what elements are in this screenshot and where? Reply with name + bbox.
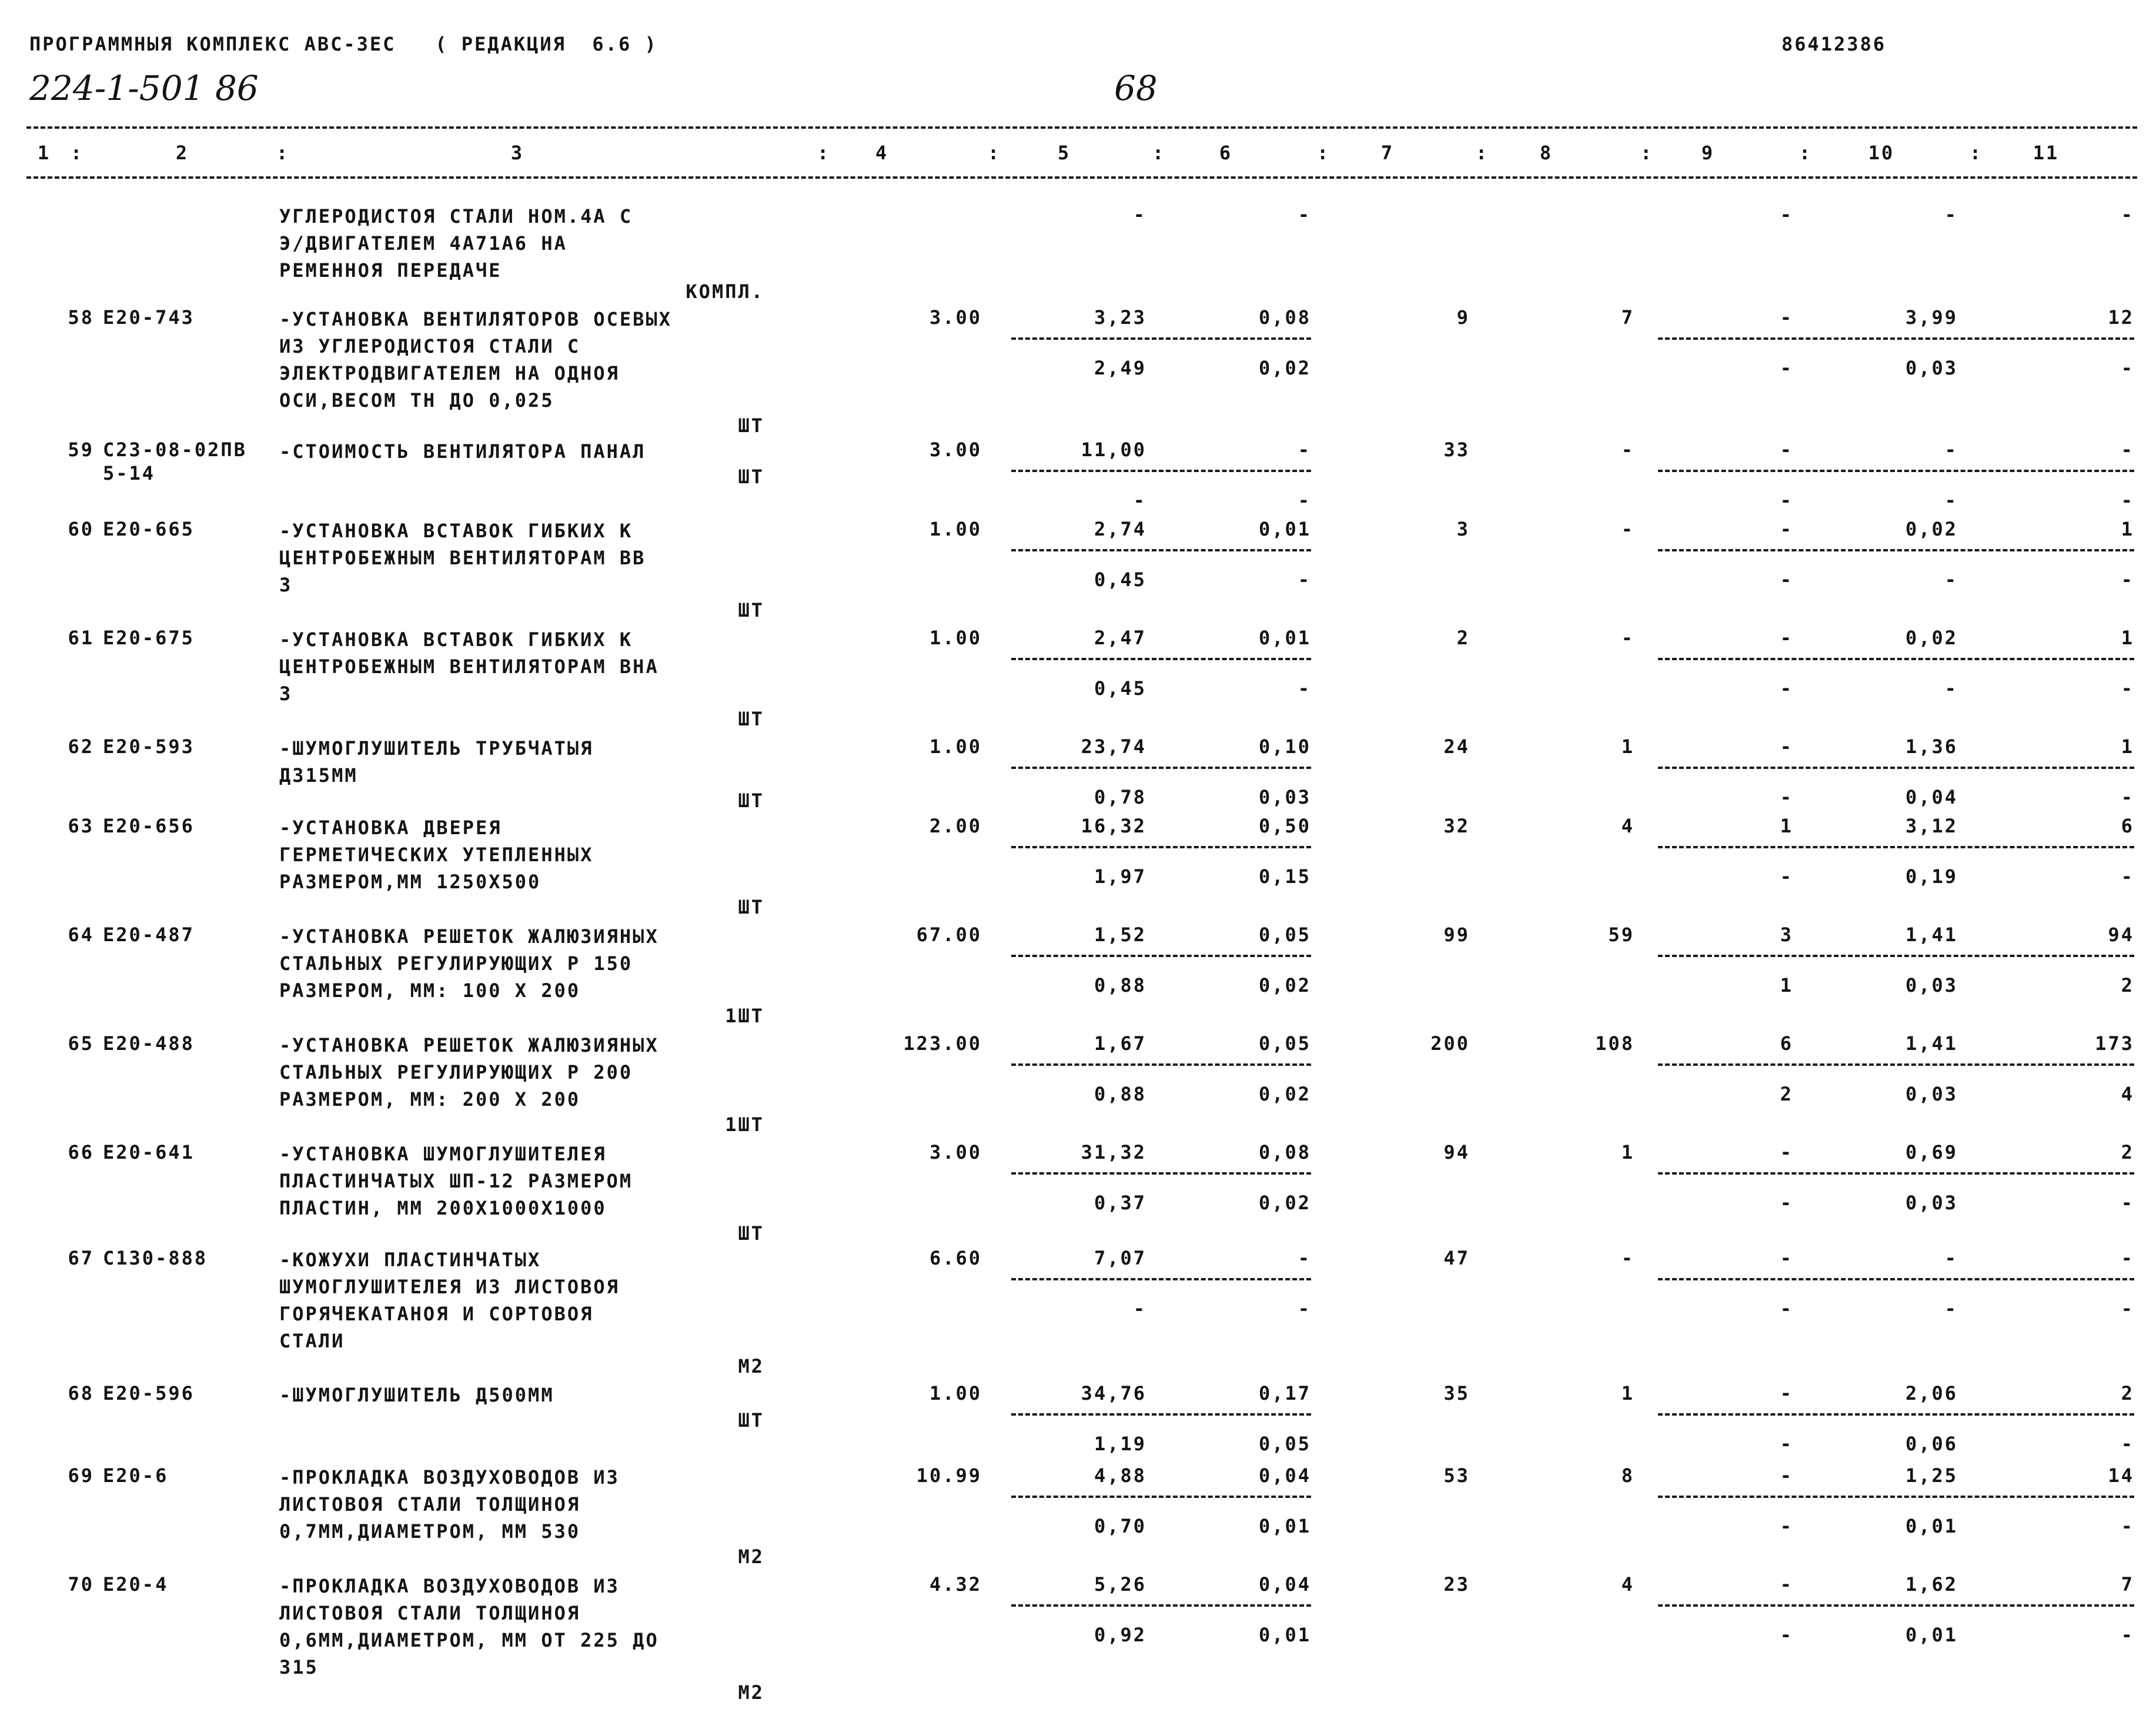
- cost-cell: -: [1298, 1297, 1311, 1320]
- column-separator: :: [817, 142, 831, 164]
- total-cell: 3: [1456, 518, 1470, 540]
- quantity-cell: 6.60: [929, 1247, 982, 1269]
- quantity-cell: 123.00: [903, 1032, 982, 1055]
- cost-cell: 5,26: [1094, 1573, 1146, 1595]
- total-cell: -: [1780, 1297, 1793, 1320]
- quantity-cell: 3.00: [929, 439, 982, 461]
- total-cell: 2: [1780, 1083, 1793, 1105]
- resource-code: Е20-6: [103, 1464, 169, 1487]
- quantity-cell: 1.00: [929, 627, 982, 649]
- labor-cell: 0,69: [1905, 1141, 1958, 1163]
- labor-total-cell: 2: [2121, 974, 2134, 996]
- column-separator: :: [1640, 142, 1654, 164]
- total-cell: 8: [1621, 1464, 1634, 1487]
- sub-rule: [1658, 1496, 2134, 1498]
- cost-cell: 0,03: [1258, 786, 1311, 808]
- column-separator: :: [1476, 142, 1489, 164]
- cost-cell: 2,74: [1094, 518, 1146, 540]
- total-cell: 94: [1443, 1141, 1470, 1163]
- sub-rule: [1011, 1496, 1311, 1498]
- cost-cell: 0,78: [1094, 786, 1146, 808]
- cost-cell: -: [1298, 1247, 1311, 1269]
- labor-total-cell: -: [2121, 865, 2134, 888]
- labor-cell: -: [1944, 489, 1958, 511]
- cost-cell: -: [1298, 489, 1311, 511]
- work-description: -СТОИМОСТЬ ВЕНТИЛЯТОРА ПАНАЛ: [279, 440, 646, 463]
- work-description: -КОЖУХИ ПЛАСТИНЧАТЫХ ШУМОГЛУШИТЕЛЕЯ ИЗ ЛИСТОВОЯ ГОРЯЧЕКАТАНОЯ И СОРТОВОЯ СТАЛИ: [279, 1249, 620, 1352]
- total-cell: -: [1780, 627, 1793, 649]
- labor-cell: -: [1944, 568, 1958, 591]
- labor-total-cell: 4: [2121, 1083, 2134, 1105]
- unit-label: М2: [738, 1681, 764, 1704]
- unit-label: ШТ: [738, 1409, 764, 1431]
- labor-cell: 3,99: [1905, 306, 1958, 329]
- handwritten-reference: 224-1-501 86: [29, 68, 259, 108]
- total-cell: -: [1621, 1247, 1634, 1269]
- column-separator: :: [1799, 142, 1813, 164]
- quantity-cell: 3.00: [929, 306, 982, 329]
- cost-cell: 0,70: [1094, 1515, 1146, 1537]
- row-number: 59: [68, 439, 94, 461]
- column-header-7: 7: [1380, 142, 1395, 164]
- column-separator: :: [71, 142, 84, 164]
- resource-code: Е20-4: [103, 1573, 169, 1595]
- work-description: -ПРОКЛАДКА ВОЗДУХОВОДОВ ИЗ ЛИСТОВОЯ СТАЛИ ТОЛЩИНОЯ 0,7ММ,ДИАМЕТРОМ, ММ 530: [279, 1466, 620, 1543]
- quantity-cell: 67.00: [916, 924, 982, 946]
- total-cell: 1: [1780, 815, 1793, 837]
- work-description: -УСТАНОВКА РЕШЕТОК ЖАЛЮЗИЯНЫХ СТАЛЬНЫХ РЕГУЛИРУЮЩИХ Р 200 РАЗМЕРОМ, ММ: 200 Х 200: [279, 1034, 659, 1110]
- total-cell: -: [1780, 306, 1793, 329]
- total-cell: -: [1780, 357, 1793, 379]
- sub-rule: [1658, 337, 2134, 340]
- cost-cell: 34,76: [1081, 1382, 1146, 1404]
- cost-cell: 31,32: [1081, 1141, 1146, 1163]
- resource-code: Е20-641: [103, 1141, 195, 1163]
- row-number: 69: [68, 1464, 94, 1487]
- cost-cell: 0,88: [1094, 1083, 1146, 1105]
- labor-cell: 0,01: [1905, 1515, 1958, 1537]
- quantity-cell: 3.00: [929, 1141, 982, 1163]
- sub-rule: [1011, 767, 1311, 769]
- sub-rule: [1011, 658, 1311, 660]
- total-cell: 99: [1443, 924, 1470, 946]
- labor-cell: 0,19: [1905, 865, 1958, 888]
- row-number: 64: [68, 924, 94, 946]
- labor-cell: -: [1944, 1297, 1958, 1320]
- total-cell: -: [1780, 1515, 1793, 1537]
- labor-cell: 0,02: [1905, 627, 1958, 649]
- cost-cell: 0,02: [1258, 1192, 1311, 1214]
- total-cell: -: [1780, 786, 1793, 808]
- cost-cell: 0,08: [1258, 1141, 1311, 1163]
- sub-rule: [1011, 846, 1311, 848]
- sub-rule: [1658, 1063, 2134, 1066]
- cost-cell: 1,19: [1094, 1433, 1146, 1455]
- row-number: 62: [68, 735, 94, 758]
- cost-cell: 0,04: [1258, 1464, 1311, 1487]
- cost-cell: 7,07: [1094, 1247, 1146, 1269]
- cost-cell: 1,67: [1094, 1032, 1146, 1055]
- column-header-4: 4: [875, 142, 889, 164]
- total-cell: 6: [1780, 1032, 1793, 1055]
- labor-total-cell: -: [2121, 1297, 2134, 1320]
- cost-cell: 0,05: [1258, 1032, 1311, 1055]
- labor-cell: 0,03: [1905, 1192, 1958, 1214]
- sub-rule: [1658, 767, 2134, 769]
- total-cell: 33: [1443, 439, 1470, 461]
- sub-rule: [1011, 337, 1311, 340]
- row-number: 61: [68, 627, 94, 649]
- labor-total-cell: 12: [2108, 306, 2134, 329]
- work-description: -УСТАНОВКА ДВЕРЕЯ ГЕРМЕТИЧЕСКИХ УТЕПЛЕННЫХ РАЗМЕРОМ,ММ 1250Х500: [279, 817, 594, 893]
- unit-label: ШТ: [738, 599, 764, 621]
- cost-cell: 0,10: [1258, 735, 1311, 758]
- cost-cell: 0,02: [1258, 1083, 1311, 1105]
- header-rule-bottom: [26, 176, 2137, 179]
- total-cell: 35: [1443, 1382, 1470, 1404]
- quantity-cell: 1.00: [929, 735, 982, 758]
- total-cell: -: [1621, 439, 1634, 461]
- program-header: ПРОГРАММНЫЯ КОМПЛЕКС АВС-ЗЕС ( РЕДАКЦИЯ 6.6 ): [29, 33, 658, 55]
- column-separator: :: [1970, 142, 1983, 164]
- labor-total-cell: 173: [2095, 1032, 2134, 1055]
- column-separator: :: [988, 142, 1001, 164]
- total-cell: 4: [1621, 1573, 1634, 1595]
- labor-cell: 0,02: [1905, 518, 1958, 540]
- work-description: УГЛЕРОДИСТОЯ СТАЛИ НОМ.4А С Э/ДВИГАТЕЛЕМ 4А71А6 НА РЕМЕННОЯ ПЕРЕДАЧЕ: [279, 205, 633, 282]
- column-header-10: 10: [1868, 142, 1895, 164]
- row-number: 67: [68, 1247, 94, 1269]
- labor-cell: -: [1944, 439, 1958, 461]
- column-header-2: 2: [175, 142, 189, 164]
- cost-cell: 0,88: [1094, 974, 1146, 996]
- resource-code: С23-08-02ПВ 5-14: [103, 439, 247, 484]
- quantity-cell: 4.32: [929, 1573, 982, 1595]
- total-cell: 23: [1443, 1573, 1470, 1595]
- cost-cell: 1,52: [1094, 924, 1146, 946]
- total-cell: -: [1780, 865, 1793, 888]
- labor-total-cell: -: [2121, 1433, 2134, 1455]
- total-cell: -: [1780, 439, 1793, 461]
- cost-cell: 0,37: [1094, 1192, 1146, 1214]
- sub-rule: [1011, 549, 1311, 551]
- resource-code: Е20-656: [103, 815, 195, 837]
- sub-rule: [1658, 1604, 2134, 1607]
- total-cell: -: [1780, 1433, 1793, 1455]
- row-number: 66: [68, 1141, 94, 1163]
- labor-total-cell: -: [2121, 203, 2134, 226]
- total-cell: 9: [1456, 306, 1470, 329]
- cost-cell: -: [1298, 677, 1311, 700]
- total-cell: 1: [1621, 1382, 1634, 1404]
- total-cell: 1: [1621, 735, 1634, 758]
- labor-total-cell: -: [2121, 1247, 2134, 1269]
- total-cell: 53: [1443, 1464, 1470, 1487]
- resource-code: Е20-596: [103, 1382, 195, 1404]
- column-header-5: 5: [1057, 142, 1071, 164]
- resource-code: Е20-488: [103, 1032, 195, 1055]
- unit-label: КОМПЛ.: [686, 280, 764, 303]
- cost-cell: 0,08: [1258, 306, 1311, 329]
- work-description: -ШУМОГЛУШИТЕЛЬ Д500ММ: [279, 1384, 554, 1406]
- cost-cell: 4,88: [1094, 1464, 1146, 1487]
- column-header-8: 8: [1539, 142, 1553, 164]
- labor-total-cell: 1: [2121, 627, 2134, 649]
- labor-total-cell: 1: [2121, 735, 2134, 758]
- sub-rule: [1011, 470, 1311, 472]
- labor-cell: 0,01: [1905, 1624, 1958, 1646]
- sub-rule: [1658, 1172, 2134, 1175]
- cost-cell: 1,97: [1094, 865, 1146, 888]
- quantity-cell: 10.99: [916, 1464, 982, 1487]
- labor-cell: 1,62: [1905, 1573, 1958, 1595]
- unit-label: ШТ: [738, 1222, 764, 1245]
- labor-total-cell: -: [2121, 489, 2134, 511]
- resource-code: Е20-593: [103, 735, 195, 758]
- resource-code: С130-888: [103, 1247, 208, 1269]
- cost-cell: 16,32: [1081, 815, 1146, 837]
- sub-rule: [1011, 1063, 1311, 1066]
- unit-label: М2: [738, 1546, 764, 1568]
- row-number: 70: [68, 1573, 94, 1595]
- sub-rule: [1011, 1604, 1311, 1607]
- total-cell: 200: [1430, 1032, 1470, 1055]
- cost-cell: 0,01: [1258, 1515, 1311, 1537]
- total-cell: 47: [1443, 1247, 1470, 1269]
- cost-cell: 0,17: [1258, 1382, 1311, 1404]
- labor-total-cell: -: [2121, 439, 2134, 461]
- labor-total-cell: 14: [2108, 1464, 2134, 1487]
- labor-cell: 1,25: [1905, 1464, 1958, 1487]
- labor-total-cell: -: [2121, 568, 2134, 591]
- cost-cell: 0,01: [1258, 627, 1311, 649]
- row-number: 65: [68, 1032, 94, 1055]
- labor-total-cell: -: [2121, 1192, 2134, 1214]
- quantity-cell: 2.00: [929, 815, 982, 837]
- cost-cell: 0,92: [1094, 1624, 1146, 1646]
- page-number: 68: [1114, 68, 1158, 108]
- unit-label: М2: [738, 1355, 764, 1377]
- sub-rule: [1658, 846, 2134, 848]
- cost-cell: 0,02: [1258, 357, 1311, 379]
- labor-cell: 1,41: [1905, 924, 1958, 946]
- cost-cell: -: [1298, 439, 1311, 461]
- unit-label: ШТ: [738, 708, 764, 730]
- resource-code: Е20-743: [103, 306, 195, 329]
- labor-cell: -: [1944, 203, 1958, 226]
- column-separator: :: [1152, 142, 1166, 164]
- total-cell: 24: [1443, 735, 1470, 758]
- quantity-cell: 1.00: [929, 1382, 982, 1404]
- cost-cell: 0,45: [1094, 677, 1146, 700]
- labor-total-cell: -: [2121, 1515, 2134, 1537]
- labor-total-cell: -: [2121, 357, 2134, 379]
- labor-cell: 0,03: [1905, 1083, 1958, 1105]
- resource-code: Е20-675: [103, 627, 195, 649]
- total-cell: -: [1621, 627, 1634, 649]
- cost-cell: 11,00: [1081, 439, 1146, 461]
- labor-cell: 2,06: [1905, 1382, 1958, 1404]
- labor-total-cell: -: [2121, 786, 2134, 808]
- total-cell: 32: [1443, 815, 1470, 837]
- sub-rule: [1658, 470, 2134, 472]
- row-number: 63: [68, 815, 94, 837]
- cost-cell: 0,15: [1258, 865, 1311, 888]
- total-cell: -: [1780, 1382, 1793, 1404]
- cost-cell: 2,47: [1094, 627, 1146, 649]
- cost-cell: -: [1298, 203, 1311, 226]
- labor-cell: 3,12: [1905, 815, 1958, 837]
- unit-label: 1ШТ: [725, 1113, 764, 1136]
- total-cell: 108: [1595, 1032, 1634, 1055]
- column-header-11: 11: [2032, 142, 2060, 164]
- labor-cell: 0,03: [1905, 357, 1958, 379]
- total-cell: -: [1780, 1247, 1793, 1269]
- total-cell: -: [1780, 1464, 1793, 1487]
- row-number: 60: [68, 518, 94, 540]
- labor-cell: 0,06: [1905, 1433, 1958, 1455]
- cost-cell: 23,74: [1081, 735, 1146, 758]
- labor-total-cell: -: [2121, 1624, 2134, 1646]
- sub-rule: [1011, 1278, 1311, 1280]
- cost-cell: 0,05: [1258, 1433, 1311, 1455]
- work-description: -ШУМОГЛУШИТЕЛЬ ТРУБЧАТЫЯ Д315ММ: [279, 737, 594, 787]
- resource-code: Е20-665: [103, 518, 195, 540]
- sub-rule: [1658, 1413, 2134, 1416]
- column-header-6: 6: [1219, 142, 1233, 164]
- total-cell: -: [1780, 489, 1793, 511]
- labor-total-cell: -: [2121, 677, 2134, 700]
- total-cell: -: [1780, 203, 1793, 226]
- cost-cell: 0,01: [1258, 518, 1311, 540]
- unit-label: ШТ: [738, 790, 764, 812]
- column-header-9: 9: [1701, 142, 1715, 164]
- total-cell: 59: [1608, 924, 1634, 946]
- row-number: 68: [68, 1382, 94, 1404]
- total-cell: -: [1780, 735, 1793, 758]
- cost-cell: 3,23: [1094, 306, 1146, 329]
- column-header-3: 3: [510, 142, 524, 164]
- work-description: -УСТАНОВКА ВЕНТИЛЯТОРОВ ОСЕВЫХ ИЗ УГЛЕРОДИСТОЯ СТАЛИ С ЭЛЕКТРОДВИГАТЕЛЕМ НА ОДНОЯ ОСИ,ВЕСОМ ТН ДО 0,025: [279, 308, 672, 412]
- labor-total-cell: 7: [2121, 1573, 2134, 1595]
- sub-rule: [1011, 1172, 1311, 1175]
- column-separator: :: [276, 142, 290, 164]
- labor-total-cell: 94: [2108, 924, 2134, 946]
- total-cell: -: [1780, 1192, 1793, 1214]
- header-rule-top: [26, 126, 2137, 129]
- labor-cell: -: [1944, 677, 1958, 700]
- unit-label: ШТ: [738, 466, 764, 488]
- cost-cell: -: [1133, 1297, 1146, 1320]
- labor-cell: 0,03: [1905, 974, 1958, 996]
- row-number: 58: [68, 306, 94, 329]
- work-description: -УСТАНОВКА РЕШЕТОК ЖАЛЮЗИЯНЫХ СТАЛЬНЫХ РЕГУЛИРУЮЩИХ Р 150 РАЗМЕРОМ, ММ: 100 Х 200: [279, 925, 659, 1002]
- cost-cell: -: [1298, 568, 1311, 591]
- labor-total-cell: 2: [2121, 1141, 2134, 1163]
- total-cell: 2: [1456, 627, 1470, 649]
- sub-rule: [1658, 658, 2134, 660]
- cost-cell: 0,02: [1258, 974, 1311, 996]
- unit-label: ШТ: [738, 896, 764, 918]
- sub-rule: [1658, 955, 2134, 957]
- document-code: 86412386: [1781, 33, 1887, 55]
- work-description: -УСТАНОВКА ВСТАВОК ГИБКИХ К ЦЕНТРОБЕЖНЫМ ВЕНТИЛЯТОРАМ ВНА 3: [279, 628, 659, 705]
- unit-label: 1ШТ: [725, 1005, 764, 1027]
- sub-rule: [1011, 955, 1311, 957]
- work-description: -УСТАНОВКА ВСТАВОК ГИБКИХ К ЦЕНТРОБЕЖНЫМ ВЕНТИЛЯТОРАМ ВВ 3: [279, 520, 646, 596]
- work-description: -УСТАНОВКА ШУМОГЛУШИТЕЛЕЯ ПЛАСТИНЧАТЫХ ШП-12 РАЗМЕРОМ ПЛАСТИН, ММ 200Х1000Х1000: [279, 1143, 633, 1219]
- labor-cell: 0,04: [1905, 786, 1958, 808]
- total-cell: -: [1621, 518, 1634, 540]
- sub-rule: [1011, 1413, 1311, 1416]
- cost-cell: 0,50: [1258, 815, 1311, 837]
- total-cell: -: [1780, 1141, 1793, 1163]
- sub-rule: [1658, 1278, 2134, 1280]
- column-separator: :: [1317, 142, 1330, 164]
- total-cell: 4: [1621, 815, 1634, 837]
- work-description: -ПРОКЛАДКА ВОЗДУХОВОДОВ ИЗ ЛИСТОВОЯ СТАЛИ ТОЛЩИНОЯ 0,6ММ,ДИАМЕТРОМ, ММ ОТ 225 ДО 315: [279, 1575, 659, 1678]
- labor-total-cell: 2: [2121, 1382, 2134, 1404]
- unit-label: ШТ: [738, 414, 764, 437]
- labor-cell: 1,41: [1905, 1032, 1958, 1055]
- cost-cell: -: [1133, 203, 1146, 226]
- labor-total-cell: 6: [2121, 815, 2134, 837]
- total-cell: 1: [1780, 974, 1793, 996]
- total-cell: -: [1780, 677, 1793, 700]
- labor-total-cell: 1: [2121, 518, 2134, 540]
- cost-cell: 0,01: [1258, 1624, 1311, 1646]
- cost-cell: 0,04: [1258, 1573, 1311, 1595]
- total-cell: 1: [1621, 1141, 1634, 1163]
- cost-cell: 0,05: [1258, 924, 1311, 946]
- cost-cell: 2,49: [1094, 357, 1146, 379]
- labor-cell: -: [1944, 1247, 1958, 1269]
- total-cell: -: [1780, 1624, 1793, 1646]
- total-cell: 3: [1780, 924, 1793, 946]
- total-cell: -: [1780, 1573, 1793, 1595]
- quantity-cell: 1.00: [929, 518, 982, 540]
- sub-rule: [1658, 549, 2134, 551]
- total-cell: -: [1780, 518, 1793, 540]
- total-cell: -: [1780, 568, 1793, 591]
- total-cell: 7: [1621, 306, 1634, 329]
- labor-cell: 1,36: [1905, 735, 1958, 758]
- cost-cell: -: [1133, 489, 1146, 511]
- column-header-1: 1: [37, 142, 51, 164]
- resource-code: Е20-487: [103, 924, 195, 946]
- cost-cell: 0,45: [1094, 568, 1146, 591]
